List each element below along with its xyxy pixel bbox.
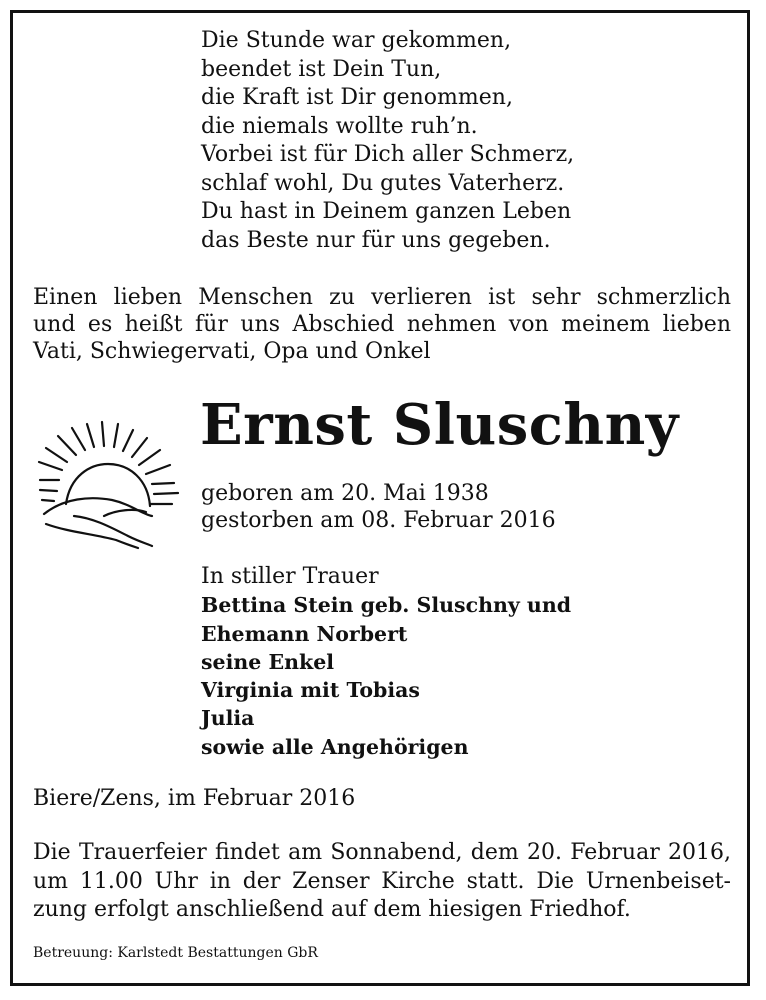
deceased-name: Ernst Sluschny: [200, 392, 679, 458]
mourner-line: Bettina Stein geb. Sluschny und: [201, 593, 572, 618]
sunset-over-hills-icon: [34, 420, 194, 555]
mourning-intro: In stiller Trauer: [201, 564, 379, 589]
poem-line: Du hast in Deinem ganzen Leben: [201, 199, 572, 224]
death-date: gestorben am 08. Februar 2016: [201, 508, 556, 533]
funeral-line: um 11.00 Uhr in der Zenser Kirche statt. Die Urnenbeiset-: [33, 868, 731, 894]
poem-line: beendet ist Dein Tun,: [201, 56, 442, 82]
funeral-line: zung erfolgt anschließend auf dem hiesigen Friedhof.: [33, 897, 631, 922]
birth-date: geboren am 20. Mai 1938: [201, 481, 489, 506]
mourner-line: sowie alle Angehörigen: [201, 734, 469, 759]
life-dates: [201, 480, 556, 534]
mourner-line: Virginia mit Tobias: [201, 678, 420, 703]
intro-line: und es heißt für uns Abschied nehmen von meinem lieben: [33, 312, 731, 337]
funeral-line: Die Trauerfeier findet am Sonnabend, dem 20. Februar 2016,: [33, 840, 731, 865]
poem-line: die niemals wollte ruh’n.: [201, 113, 478, 139]
funeral-notice: [33, 839, 731, 925]
place-date: Biere/Zens, im Februar 2016: [33, 786, 356, 811]
intro-line: Vati, Schwiegervati, Opa und Onkel: [33, 339, 431, 364]
poem-line: die Kraft ist Dir genommen,: [201, 85, 513, 110]
mourner-line: Julia: [201, 706, 255, 731]
intro-line: Einen lieben Menschen zu verlieren ist sehr schmerzlich: [33, 285, 731, 310]
funeral-home-credit: Betreuung: Karlstedt Bestattungen GbR: [33, 945, 318, 961]
mourner-line: seine Enkel: [201, 649, 335, 674]
poem-line: Vorbei ist für Dich aller Schmerz,: [201, 142, 575, 167]
mourner-line: Ehemann Norbert: [201, 621, 408, 646]
poem: [201, 27, 574, 255]
mourners-block: [201, 563, 571, 761]
poem-line: schlaf wohl, Du gutes Vaterherz.: [201, 170, 565, 196]
poem-line: Die Stunde war gekommen,: [201, 28, 512, 53]
intro-text: [33, 284, 731, 365]
poem-line: das Beste nur für uns gegeben.: [201, 227, 551, 253]
